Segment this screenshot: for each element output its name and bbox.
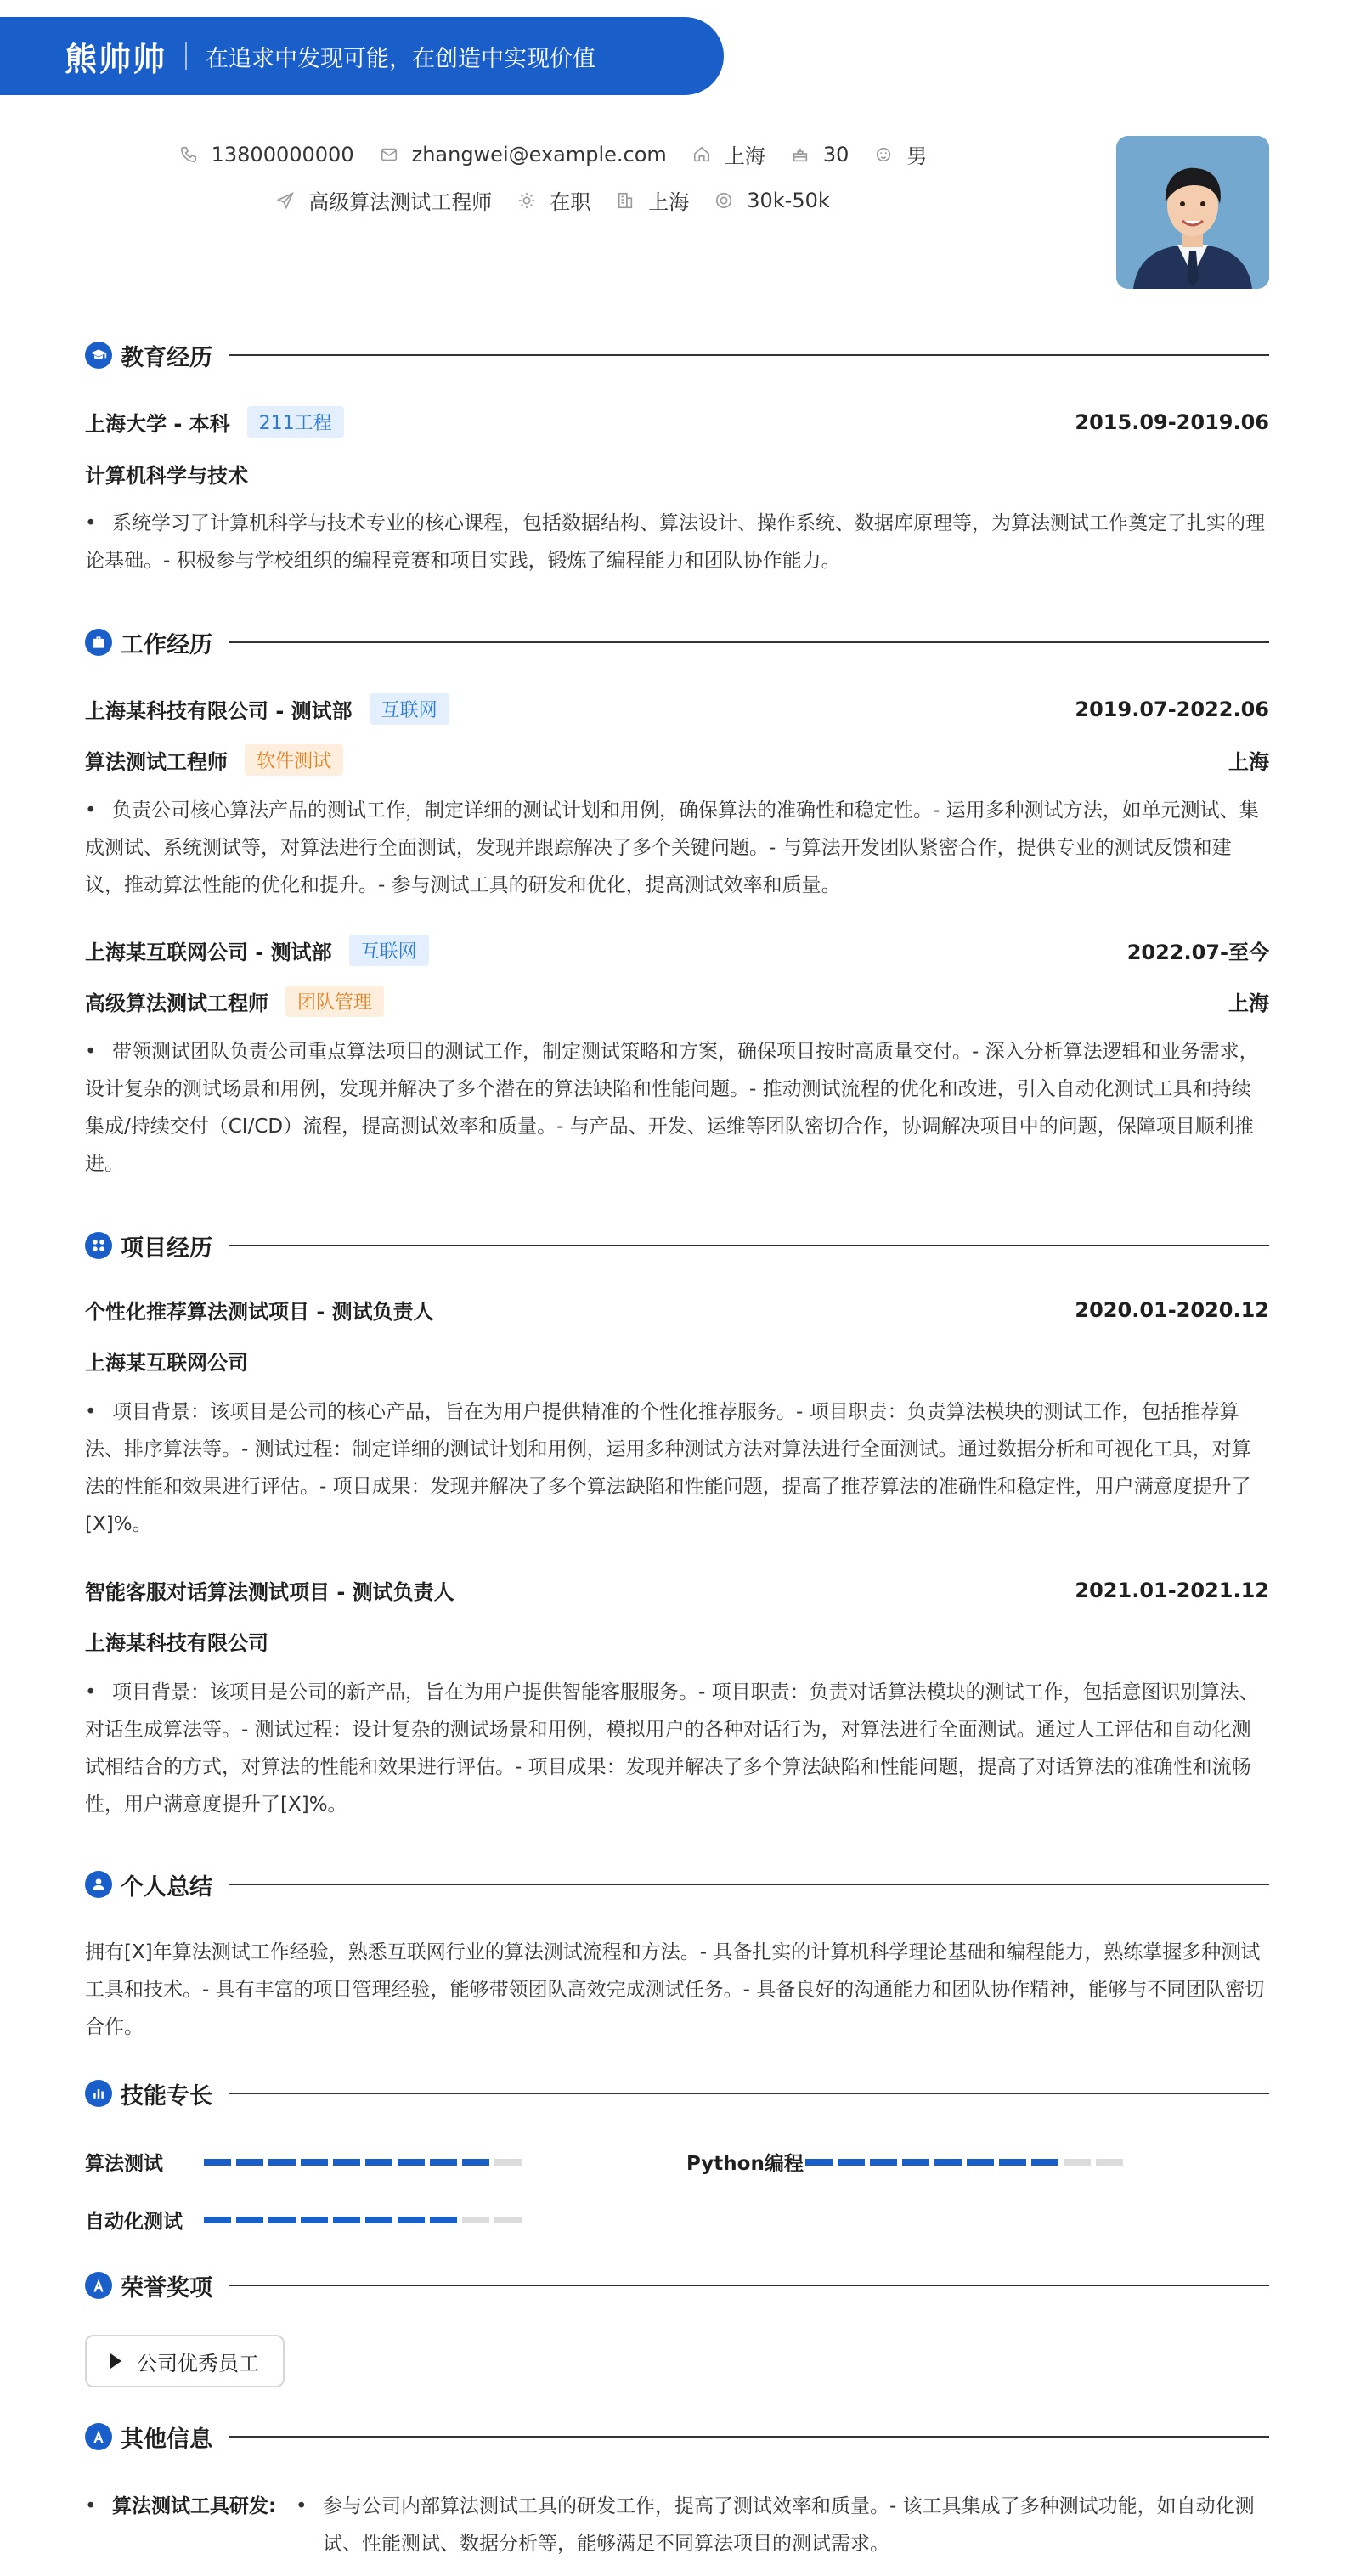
play-triangle-icon: [110, 2353, 121, 2369]
work-location: 上海: [1228, 750, 1269, 774]
skill-segment: [902, 2159, 929, 2166]
bullet-dot: •: [296, 2495, 308, 2517]
skill-segment: [1031, 2159, 1058, 2166]
skill-segment: [365, 2217, 392, 2223]
section-title-honors: 荣誉奖项: [121, 2274, 212, 2302]
skill-segment: [333, 2159, 360, 2166]
work-company: 上海某互联网公司 - 测试部: [85, 941, 332, 964]
work-title: 算法测试工程师: [85, 750, 228, 774]
work-date: 2022.07-至今: [1126, 941, 1269, 964]
cake-icon: [789, 144, 811, 166]
summary-text: 拥有[X]年算法测试工作经验，熟悉互联网行业的算法测试流程和方法。- 具备扎实的计算机科学理论基础和编程能力，熟练掌握多种测试工具和技术。- 具有丰富的项目管理经验，能够带领团队高效完成测试任务。- 具备良好的沟通能力和团队协作精神，能够与不同团队密切合作。: [85, 1941, 1265, 2038]
work-1-title-row: [85, 744, 1269, 776]
contact-salary: [713, 189, 830, 212]
work-1-header: [85, 693, 1269, 725]
project-description-text: 项目背景：该项目是公司的新产品，旨在为用户提供智能客服服务。- 项目职责：负责对话算法模块的测试工作，包括意图识别算法、对话生成算法等。- 测试过程：设计复杂的测试场景和用例，模拟用户的各种对话行为，对算法进行全面测试。通过人工评估和自动化测试相结合的方式，对算法的性能和效果进行评估。- 项目成果：发现并解决了多个算法缺陷和性能问题，提高了对话算法的准确性和流畅性，用户满意度提升了[X]%。: [85, 1681, 1259, 1816]
work-2-description: [85, 1033, 1269, 1183]
section-divider: [229, 2285, 1269, 2286]
education-description-text: 系统学习了计算机科学与技术专业的核心课程，包括数据结构、算法设计、操作系统、数据库原理等，为算法测试工作奠定了扎实的理论基础。- 积极参与学校组织的编程竞赛和项目实践，锻炼了编程能力和团队协作能力。: [85, 512, 1265, 572]
resume-slogan: 在追求中发现可能，在创造中实现价值: [206, 45, 596, 72]
skill-segment: [204, 2159, 231, 2166]
skill-segment: [268, 2217, 296, 2223]
work-industry-tag: 互联网: [370, 693, 449, 725]
salary-text: 30k-50k: [747, 188, 830, 212]
work-1-description: [85, 792, 1269, 904]
education-description: [85, 505, 1269, 579]
skill-item: [686, 2148, 1123, 2176]
skill-segment: [204, 2217, 231, 2223]
skill-segment: [365, 2159, 392, 2166]
user-icon: [85, 1871, 112, 1898]
section-title-skills: 技能专长: [121, 2082, 212, 2110]
skill-segment: [430, 2217, 457, 2223]
info-a-icon: [85, 2423, 112, 2450]
skill-segment: [398, 2217, 425, 2223]
contact-gender: [872, 139, 927, 169]
section-work: [85, 625, 1269, 659]
skill-segment: [1064, 2159, 1091, 2166]
status-icon: [516, 189, 538, 212]
skill-level-bar: [204, 2217, 522, 2223]
work-role-tag: 团队管理: [285, 986, 384, 1017]
project-1-company-row: [85, 1346, 1269, 1376]
work-industry-tag: 互联网: [349, 935, 429, 966]
skill-segment: [838, 2159, 865, 2166]
section-title-projects: 项目经历: [121, 1234, 212, 1262]
contact-phone: [178, 143, 354, 167]
gender-text: 男: [906, 144, 928, 168]
work-2-header: [85, 935, 1269, 966]
other-item-label: 算法测试工具研发:: [112, 2495, 277, 2517]
skill-segment: [301, 2217, 328, 2223]
project-date: 2021.01-2021.12: [1075, 1578, 1269, 1602]
skill-segment: [462, 2159, 489, 2166]
resume-name: 熊帅帅: [65, 40, 167, 78]
age-text: 30: [822, 142, 849, 167]
section-divider: [229, 1884, 1269, 1885]
project-1-header: [85, 1295, 1269, 1325]
work-description-text: 带领测试团队负责公司重点算法项目的测试工作，制定测试策略和方案，确保项目按时高质量交付。- 深入分析算法逻辑和业务需求，设计复杂的测试场景和用例，发现并解决了多个潜在的算法缺陷和性能问题。- 推动测试流程的优化和改进，引入自动化测试工具和持续集成/持续交付（CI/CD）流程，提高测试效率和质量。- 与产品、开发、运维等团队密切合作，协调解决项目中的问题，保障项目顺利推进。: [85, 1041, 1259, 1175]
section-title-summary: 个人总结: [121, 1873, 212, 1901]
work-2-title-row: [85, 986, 1269, 1017]
phone-text: 13800000000: [211, 142, 354, 167]
other-item-text: 参与公司内部算法测试工具的研发工作，提高了测试效率和质量。- 该工具集成了多种测试功能，如自动化测试、性能测试、数据分析等，能够满足不同算法项目的测试需求。: [323, 2495, 1255, 2555]
section-education: [85, 338, 1269, 372]
city-text: 上海: [724, 144, 765, 168]
skill-item: [85, 2206, 522, 2234]
section-honors: [85, 2268, 1269, 2302]
education-tag: 211工程: [247, 406, 344, 438]
education-school: 上海大学 - 本科: [85, 412, 230, 436]
work-title: 高级算法测试工程师: [85, 991, 268, 1015]
skill-segment: [870, 2159, 897, 2166]
skill-segment: [430, 2159, 457, 2166]
work-city-text: 上海: [648, 190, 690, 214]
status-text: 在职: [550, 190, 591, 214]
skill-segment: [236, 2217, 263, 2223]
work-date: 2019.07-2022.06: [1075, 697, 1269, 721]
skill-segment: [805, 2159, 833, 2166]
contact-email: [378, 143, 667, 167]
skill-level-bar: [805, 2159, 1123, 2166]
award-icon: [85, 2272, 112, 2299]
contact-row-1: [0, 139, 1104, 169]
other-item: [85, 2488, 1269, 2562]
skill-name: Python编程: [686, 2153, 804, 2175]
phone-icon: [178, 144, 200, 166]
section-divider: [229, 2093, 1269, 2094]
skill-segment: [1096, 2159, 1123, 2166]
skill-segment: [494, 2159, 522, 2166]
section-summary: [85, 1867, 1269, 1901]
honor-label: 公司优秀员工: [137, 2351, 259, 2375]
contact-city: [691, 139, 765, 169]
skill-segment: [934, 2159, 962, 2166]
project-company: 上海某科技有限公司: [85, 1631, 268, 1655]
section-title-education: 教育经历: [121, 344, 212, 371]
skill-segment: [268, 2159, 296, 2166]
section-projects: [85, 1229, 1269, 1263]
send-icon: [274, 189, 296, 212]
contact-status: [516, 185, 590, 215]
honor-badge: [85, 2335, 285, 2387]
contact-row-2: [0, 185, 1104, 215]
section-other: [85, 2420, 1269, 2454]
skill-segment: [236, 2159, 263, 2166]
contact-work-city: [614, 185, 689, 215]
education-major: 计算机科学与技术: [85, 464, 248, 488]
project-2-company-row: [85, 1626, 1269, 1656]
project-1-description: [85, 1393, 1269, 1543]
contact-age: [789, 143, 849, 167]
project-name: 个性化推荐算法测试项目 - 测试负责人: [85, 1300, 434, 1324]
skill-segment: [398, 2159, 425, 2166]
skill-segment: [301, 2159, 328, 2166]
project-name: 智能客服对话算法测试项目 - 测试负责人: [85, 1580, 454, 1604]
skill-level-bar: [204, 2159, 522, 2166]
work-location: 上海: [1228, 991, 1269, 1015]
section-divider: [229, 2436, 1269, 2438]
skill-name: 自动化测试: [85, 2211, 183, 2233]
header-banner: [0, 17, 724, 95]
bar-chart-icon: [85, 2080, 112, 2107]
home-icon: [691, 144, 713, 166]
section-title-work: 工作经历: [121, 631, 212, 658]
section-skills: [85, 2076, 1269, 2110]
section-divider: [229, 641, 1269, 643]
project-2-description: [85, 1674, 1269, 1823]
education-date: 2015.09-2019.06: [1075, 410, 1269, 434]
email-text: zhangwei@example.com: [411, 142, 667, 167]
skill-name: 算法测试: [85, 2153, 163, 2175]
work-description-text: 负责公司核心算法产品的测试工作，制定详细的测试计划和用例，确保算法的准确性和稳定性。- 运用多种测试方法，如单元测试、集成测试、系统测试等，对算法进行全面测试，发现并跟踪解决了多个关键问题。- 与算法开发团队紧密合作，提供专业的测试反馈和建议，推动算法性能的优化和提升。- 参与测试工具的研发和优化，提高测试效率和质量。: [85, 799, 1259, 896]
graduation-cap-icon: [85, 342, 112, 369]
briefcase-icon: [85, 629, 112, 656]
project-2-header: [85, 1575, 1269, 1605]
skill-item: [85, 2148, 522, 2176]
project-date: 2020.01-2020.12: [1075, 1297, 1269, 1322]
coin-icon: [713, 189, 735, 212]
section-title-other: 其他信息: [121, 2426, 212, 2453]
project-description-text: 项目背景：该项目是公司的核心产品，旨在为用户提供精准的个性化推荐服务。- 项目职责：负责算法模块的测试工作，包括推荐算法、排序算法等。- 测试过程：制定详细的测试计划和用例，运用多种测试方法对算法进行全面测试。通过数据分析和可视化工具，对算法的性能和效果进行评估。- 项目成果：发现并解决了多个算法缺陷和性能问题，提高了推荐算法的准确性和稳定性，用户满意度提升了[X]%。: [85, 1401, 1251, 1535]
skill-segment: [967, 2159, 994, 2166]
position-text: 高级算法测试工程师: [308, 190, 493, 214]
project-company: 上海某互联网公司: [85, 1351, 248, 1375]
bullet-dot: •: [85, 2495, 97, 2517]
gender-icon: [872, 144, 895, 166]
building-icon: [614, 189, 636, 212]
skill-segment: [494, 2217, 522, 2223]
education-major-row: [85, 459, 1269, 489]
skill-segment: [333, 2217, 360, 2223]
avatar: [1116, 136, 1269, 289]
contact-position: [274, 185, 492, 215]
skill-segment: [462, 2217, 489, 2223]
education-header: [85, 406, 1269, 438]
section-divider: [229, 354, 1269, 356]
section-divider: [229, 1245, 1269, 1246]
grid-icon: [85, 1232, 112, 1259]
mail-icon: [378, 144, 400, 166]
header-divider: [185, 42, 187, 70]
work-company: 上海某科技有限公司 - 测试部: [85, 699, 353, 723]
skill-segment: [999, 2159, 1026, 2166]
work-role-tag: 软件测试: [245, 744, 343, 776]
